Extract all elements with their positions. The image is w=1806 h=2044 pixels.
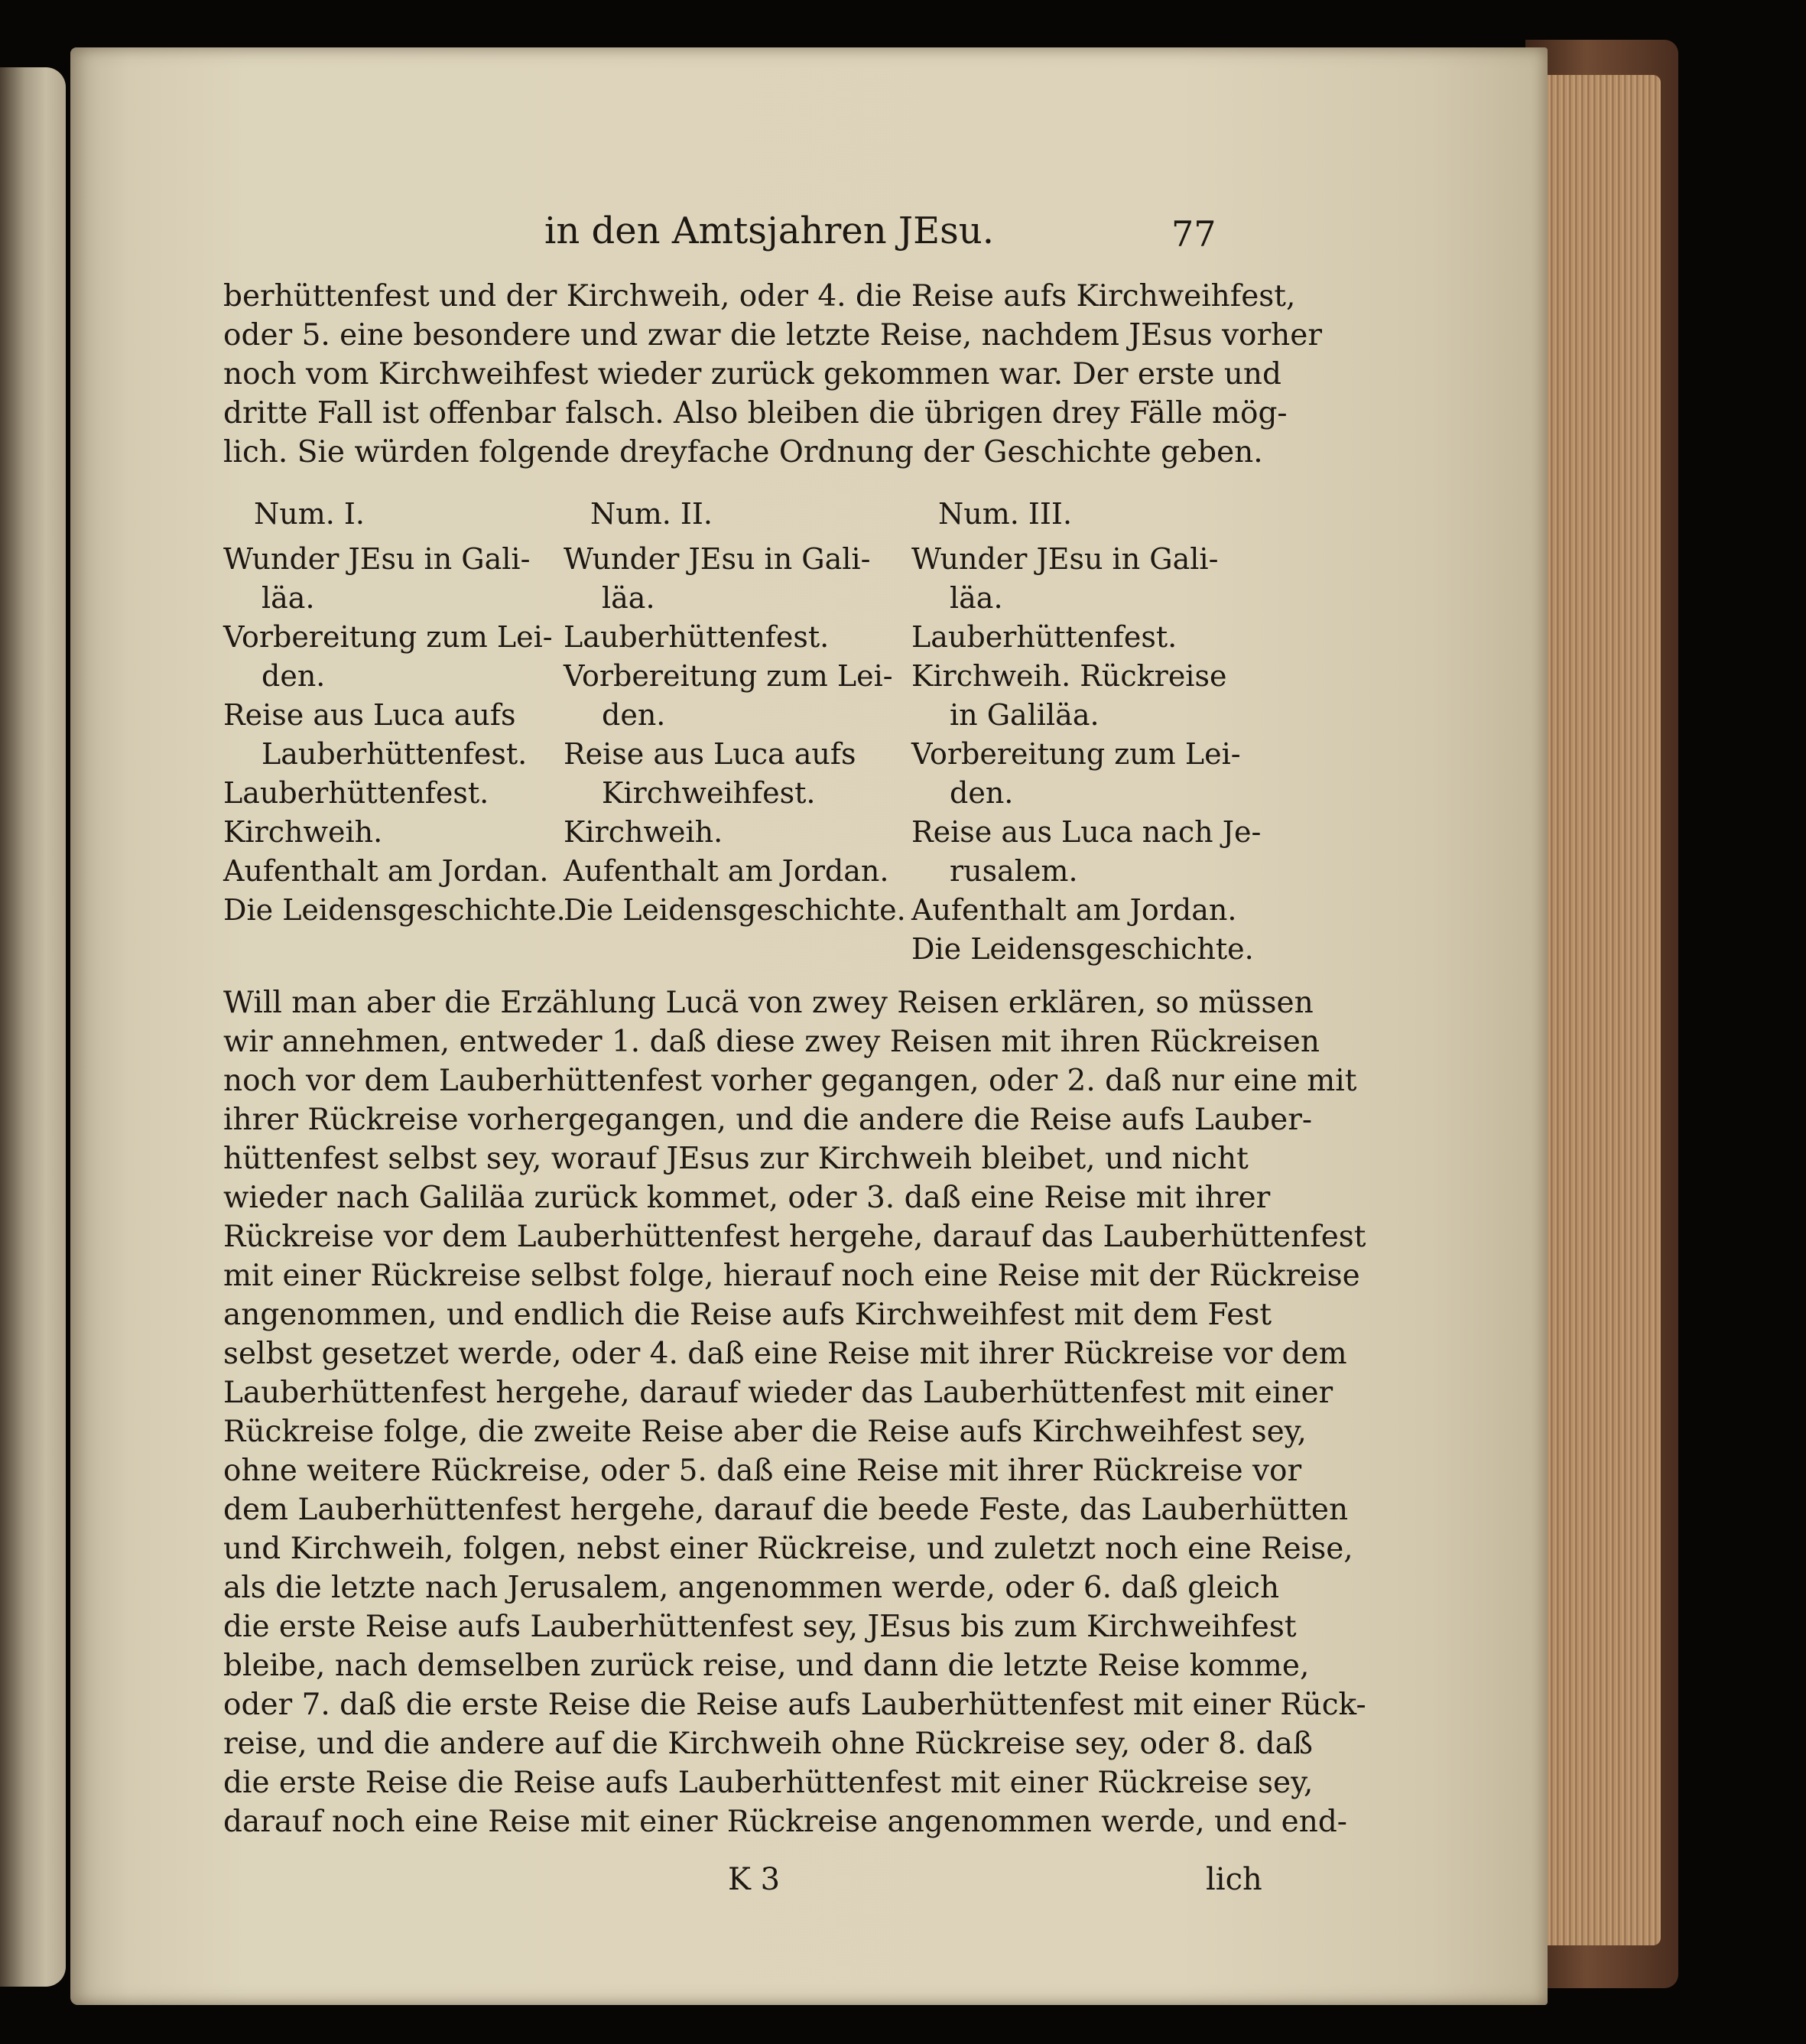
text-line: noch vor dem Lauberhüttenfest vorher gegangen, oder 2. daß nur eine mit (223, 1064, 1357, 1098)
text-line: berhüttenfest und der Kirchweih, oder 4. die Reise aufs Kirchweihfest, (223, 279, 1296, 314)
text-line: die erste Reise aufs Lauberhüttenfest sey, JEsus bis zum Kirchweihfest (223, 1610, 1297, 1644)
column-entry: Die Leidensgeschichte. (911, 932, 1254, 966)
column-entry: Reise aus Luca aufs (223, 698, 516, 732)
column-entry: Aufenthalt am Jordan. (911, 893, 1237, 927)
text-line: noch vom Kirchweihfest wieder zurück gekommen war. Der erste und (223, 357, 1282, 392)
column-entry: den. (602, 698, 666, 732)
text-line: oder 5. eine besondere und zwar die letzte Reise, nachdem JEsus vorher (223, 318, 1323, 353)
column-entry: in Galiläa. (950, 698, 1100, 732)
column-entry: den. (261, 659, 326, 693)
text-line: und Kirchweih, folgen, nebst einer Rückreise, und zuletzt noch eine Reise, (223, 1532, 1353, 1566)
column-heading-num-1: Num. I. (254, 497, 365, 531)
text-line: dritte Fall ist offenbar falsch. Also bleiben die übrigen drey Fälle mög- (223, 396, 1288, 431)
column-heading-num-3: Num. III. (938, 497, 1073, 531)
column-entry: läa. (261, 581, 315, 615)
text-line: Rückreise folge, die zweite Reise aber die Reise aufs Kirchweihfest sey, (223, 1415, 1307, 1449)
column-num-1 (223, 540, 566, 930)
text-line: bleibe, nach demselben zurück reise, und dann die letzte Reise komme, (223, 1649, 1310, 1683)
column-entry: läa. (950, 581, 1003, 615)
text-line: angenommen, und endlich die Reise aufs Kirchweihfest mit dem Fest (223, 1298, 1272, 1332)
text-line: wir annehmen, entweder 1. daß diese zwey Reisen mit ihren Rückreisen (223, 1025, 1320, 1059)
text-line: als die letzte nach Jerusalem, angenommen werde, oder 6. daß gleich (223, 1571, 1280, 1605)
text-line: darauf noch eine Reise mit einer Rückreise angenommen werde, und end- (223, 1805, 1347, 1839)
column-num-2 (564, 540, 906, 930)
column-entry: Wunder JEsu in Gali- (564, 542, 871, 576)
page-number: 77 (1171, 213, 1216, 255)
column-entry: rusalem. (950, 854, 1078, 888)
text-line: die erste Reise die Reise aufs Lauberhüttenfest mit einer Rückreise sey, (223, 1766, 1314, 1800)
book-page (70, 47, 1548, 2005)
text-line: hüttenfest selbst sey, worauf JEsus zur Kirchweih bleibet, und nicht (223, 1142, 1249, 1176)
column-entry: Aufenthalt am Jordan. (223, 854, 549, 888)
column-entry: Lauberhüttenfest. (223, 776, 489, 810)
text-line: Rückreise vor dem Lauberhüttenfest hergehe, darauf das Lauberhüttenfest (223, 1220, 1366, 1254)
column-entry: Wunder JEsu in Gali- (911, 542, 1219, 576)
text-line: dem Lauberhüttenfest hergehe, darauf die beede Feste, das Lauberhütten (223, 1493, 1349, 1527)
column-entry: Lauberhüttenfest. (911, 620, 1177, 654)
text-line: Will man aber die Erzählung Lucä von zwey Reisen erklären, so müssen (223, 986, 1314, 1020)
column-entry: Kirchweih. Rückreise (911, 659, 1227, 693)
facing-page-edge (0, 67, 66, 1987)
running-head: in den Amtsjahren JEsu. (544, 210, 994, 252)
column-entry: Vorbereitung zum Lei- (223, 620, 553, 654)
column-entry: Die Leidensgeschichte. (564, 893, 906, 927)
catchword: lich (1206, 1862, 1262, 1897)
column-entry: Lauberhüttenfest. (564, 620, 830, 654)
column-entry: Kirchweih. (223, 815, 383, 849)
page-block-fore-edge (1529, 75, 1661, 1945)
intro-paragraph (223, 277, 1323, 472)
text-line: oder 7. daß die erste Reise die Reise aufs Lauberhüttenfest mit einer Rück- (223, 1688, 1366, 1722)
text-line: selbst gesetzet werde, oder 4. daß eine Reise mit ihrer Rückreise vor dem (223, 1337, 1347, 1371)
column-entry: Reise aus Luca aufs (564, 737, 856, 771)
signature-mark: K 3 (728, 1862, 781, 1897)
text-line: ohne weitere Rückreise, oder 5. daß eine Reise mit ihrer Rückreise vor (223, 1454, 1302, 1488)
text-line: mit einer Rückreise selbst folge, hierauf noch eine Reise mit der Rückreise (223, 1259, 1360, 1293)
text-line: Lauberhüttenfest hergehe, darauf wieder das Lauberhüttenfest mit einer (223, 1376, 1333, 1410)
column-entry: den. (950, 776, 1014, 810)
text-line: ihrer Rückreise vorhergegangen, und die andere die Reise aufs Lauber- (223, 1103, 1313, 1137)
column-entry: Die Leidensgeschichte. (223, 893, 566, 927)
column-entry: läa. (602, 581, 655, 615)
column-num-3 (911, 540, 1262, 969)
column-entry: Reise aus Luca nach Je- (911, 815, 1262, 849)
column-entry: Kirchweihfest. (602, 776, 816, 810)
column-entry: Wunder JEsu in Gali- (223, 542, 531, 576)
column-entry: Vorbereitung zum Lei- (911, 737, 1241, 771)
column-entry: Aufenthalt am Jordan. (564, 854, 889, 888)
column-entry: Lauberhüttenfest. (261, 737, 528, 771)
text-line: lich. Sie würden folgende dreyfache Ordnung der Geschichte geben. (223, 435, 1263, 470)
column-entry: Vorbereitung zum Lei- (564, 659, 893, 693)
text-line: wieder nach Galiläa zurück kommet, oder 3. daß eine Reise mit ihrer (223, 1181, 1271, 1215)
body-paragraph (223, 983, 1366, 1841)
column-entry: Kirchweih. (564, 815, 723, 849)
column-heading-num-2: Num. II. (590, 497, 713, 531)
text-line: reise, und die andere auf die Kirchweih ohne Rückreise sey, oder 8. daß (223, 1727, 1313, 1761)
